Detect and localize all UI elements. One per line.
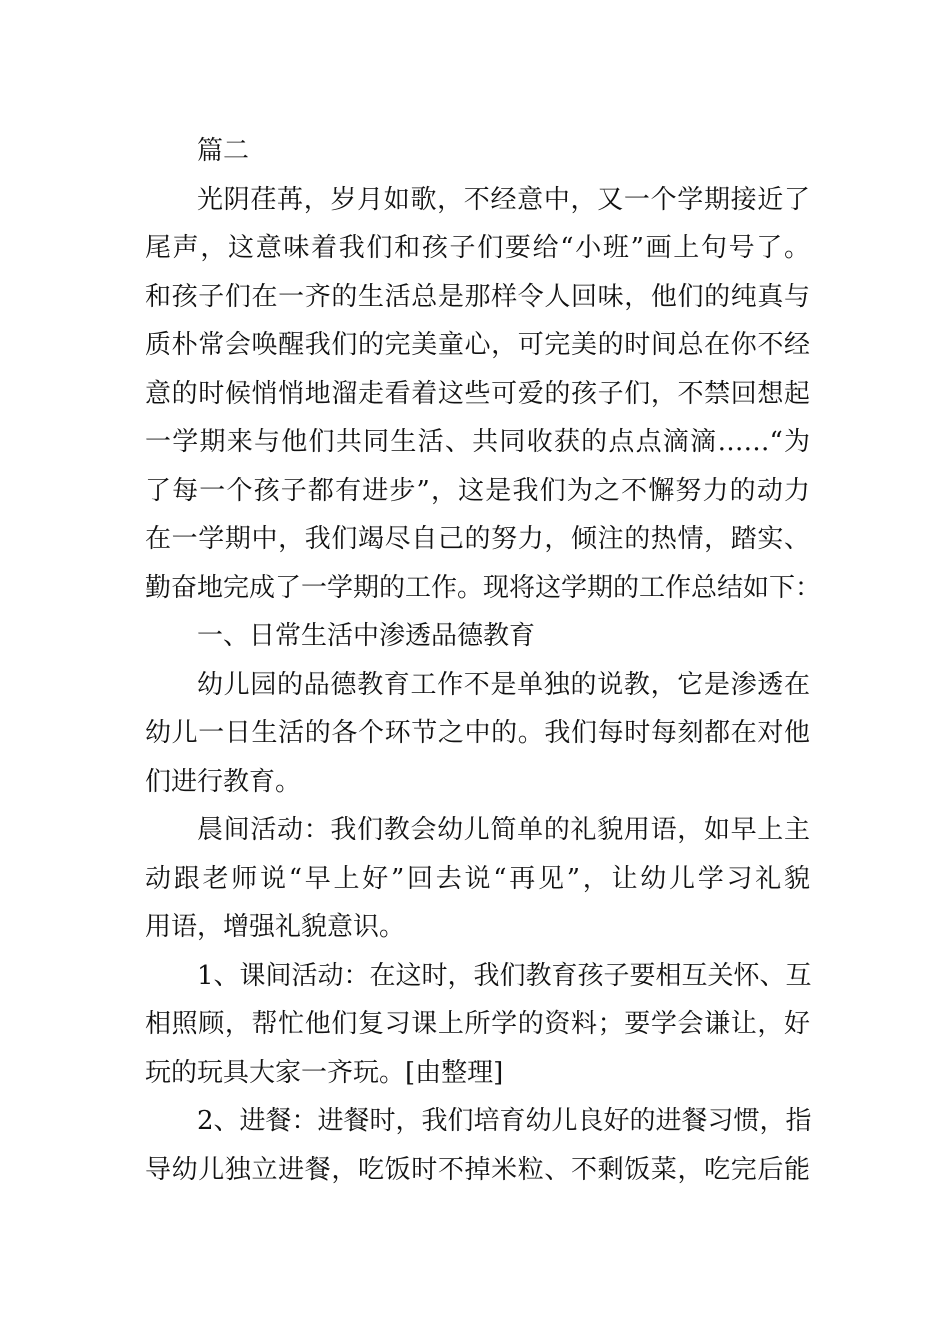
paragraph-break-activity bbox=[145, 952, 810, 1098]
paragraph-line: 光阴荏苒，岁月如歌，不经意中，又一个学期接近了 bbox=[197, 184, 810, 215]
paragraph-meals bbox=[145, 1097, 810, 1194]
paragraph-line: 用语，增强礼貌意识。 bbox=[145, 912, 406, 942]
section-heading bbox=[145, 127, 810, 176]
paragraph-line: 1、课间活动：在这时，我们教育孩子要相互关怀、互 bbox=[197, 960, 812, 991]
subheading-moral-education bbox=[145, 612, 810, 661]
subheading-text: 一、日常生活中渗透品德教育 bbox=[197, 621, 536, 651]
paragraph-line: 意的时候悄悄地溜走看着这些可爱的孩子们，不禁回想起 bbox=[145, 378, 810, 409]
paragraph-line: 幼儿园的品德教育工作不是单独的说教，它是渗透在 bbox=[197, 669, 810, 700]
paragraph-line: 幼儿一日生活的各个环节之中的。我们每时每刻都在对他 bbox=[145, 718, 810, 748]
paragraph-line: 动跟老师说“早上好”回去说“再见”，让幼儿学习礼貌 bbox=[145, 863, 810, 894]
paragraph-intro bbox=[145, 176, 822, 613]
paragraph-line: 在一学期中，我们竭尽自己的努力，倾注的热情，踏实、 bbox=[145, 524, 810, 554]
heading-text: 篇二 bbox=[197, 136, 250, 166]
document-body bbox=[145, 127, 822, 1194]
paragraph-morning-activity bbox=[145, 806, 810, 952]
paragraph-line: 玩的玩具大家一齐玩。[由整理] bbox=[145, 1057, 504, 1088]
paragraph-line: 尾声，这意味着我们和孩子们要给“小班”画上句号了。 bbox=[145, 233, 810, 263]
paragraph-line: 勤奋地完成了一学期的工作。现将这学期的工作总结如下： bbox=[145, 572, 822, 603]
paragraph-moral-education bbox=[145, 661, 810, 807]
paragraph-line: 们进行教育。 bbox=[145, 766, 302, 797]
paragraph-line: 质朴常会唤醒我们的完美童心，可完美的时间总在你不经 bbox=[145, 330, 810, 360]
paragraph-line: 一学期来与他们共同生活、共同收获的点点滴滴……“为 bbox=[145, 427, 810, 457]
paragraph-line: 晨间活动：我们教会幼儿简单的礼貌用语，如早上主 bbox=[197, 815, 810, 845]
paragraph-line: 了每一个孩子都有进步”，这是我们为之不懈努力的动力 bbox=[145, 475, 810, 506]
paragraph-line: 相照顾，帮忙他们复习课上所学的资料；要学会谦让，好 bbox=[145, 1009, 810, 1039]
paragraph-line: 和孩子们在一齐的生活总是那样令人回味，他们的纯真与 bbox=[145, 281, 810, 312]
paragraph-line: 导幼儿独立进餐，吃饭时不掉米粒、不剩饭菜，吃完后能 bbox=[145, 1154, 810, 1185]
paragraph-line: 2、进餐：进餐时，我们培育幼儿良好的进餐习惯，指 bbox=[197, 1106, 812, 1136]
